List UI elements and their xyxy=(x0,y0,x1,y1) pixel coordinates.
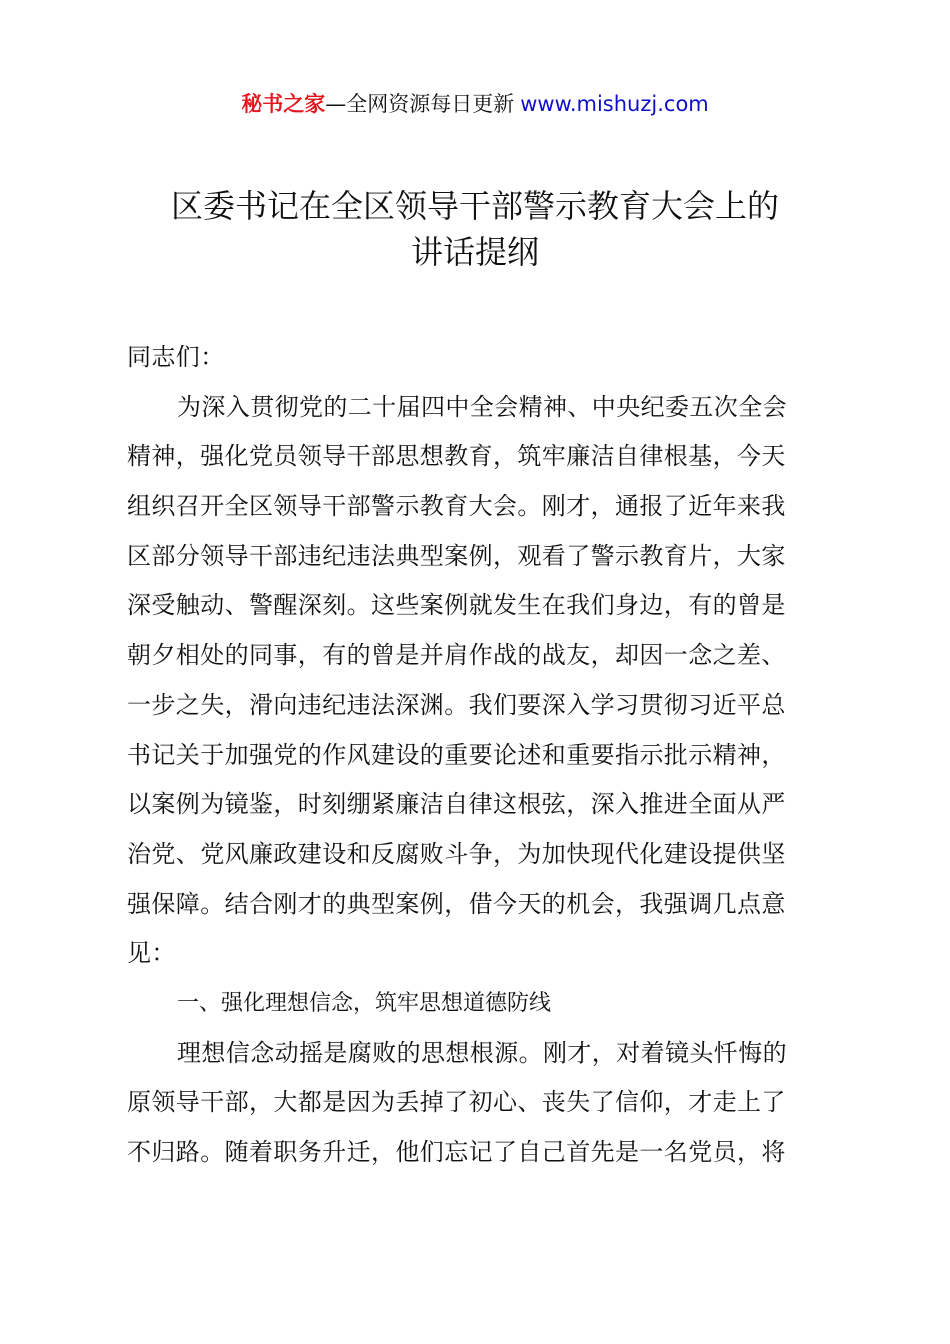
paragraph-line: 见： xyxy=(127,939,176,968)
intro-paragraph xyxy=(127,383,837,979)
paragraph-line: 书记关于加强党的作风建设的重要论述和重要指示批示精神， xyxy=(127,740,786,769)
paragraph-line: 理想信念动摇是腐败的思想根源。刚才，对着镜头忏悔的 xyxy=(177,1038,787,1067)
paragraph-line: 以案例为镜鉴，时刻绷紧廉洁自律这根弦，深入推进全面从严 xyxy=(127,790,786,819)
section-heading: 一、强化理想信念，筑牢思想道德防线 xyxy=(177,990,552,1016)
paragraph-line: 精神，强化党员领导干部思想教育，筑牢廉洁自律根基，今天 xyxy=(127,442,786,471)
paragraph-line: 一步之失，滑向违纪违法深渊。我们要深入学习贯彻习近平总 xyxy=(127,690,786,719)
paragraph-line: 朝夕相处的同事，有的曾是并肩作战的战友，却因一念之差、 xyxy=(127,641,786,670)
paragraph-line: 治党、党风廉政建设和反腐败斗争，为加快现代化建设提供坚 xyxy=(127,839,786,868)
site-brand: 秘书之家 xyxy=(241,92,326,116)
paragraph-line: 原领导干部，大都是因为丢掉了初心、丧失了信仰，才走上了 xyxy=(127,1088,786,1117)
paragraph-line: 强保障。结合刚才的典型案例，借今天的机会，我强调几点意 xyxy=(127,889,786,918)
site-header xyxy=(0,88,950,120)
site-url-link[interactable]: www.mishuzj.com xyxy=(520,92,709,116)
paragraph-line: 区部分领导干部违纪违法典型案例，观看了警示教育片，大家 xyxy=(127,541,786,570)
document-title xyxy=(0,183,950,275)
document-body xyxy=(127,333,837,1178)
title-line: 讲话提纲 xyxy=(410,233,539,271)
paragraph-line: 为深入贯彻党的二十届四中全会精神、中央纪委五次全会 xyxy=(177,392,787,421)
paragraph-line: 组织召开全区领导干部警示教育大会。刚才，通报了近年来我 xyxy=(127,492,786,521)
paragraph-line: 深受触动、警醒深刻。这些案例就发生在我们身边，有的曾是 xyxy=(127,591,786,620)
section-paragraph xyxy=(127,1029,837,1178)
site-slogan: —全网资源每日更新 xyxy=(325,92,515,116)
title-line: 区委书记在全区领导干部警示教育大会上的 xyxy=(170,187,779,225)
paragraph-line: 不归路。随着职务升迁，他们忘记了自己首先是一名党员，将 xyxy=(127,1138,786,1166)
salutation: 同志们： xyxy=(127,343,225,371)
